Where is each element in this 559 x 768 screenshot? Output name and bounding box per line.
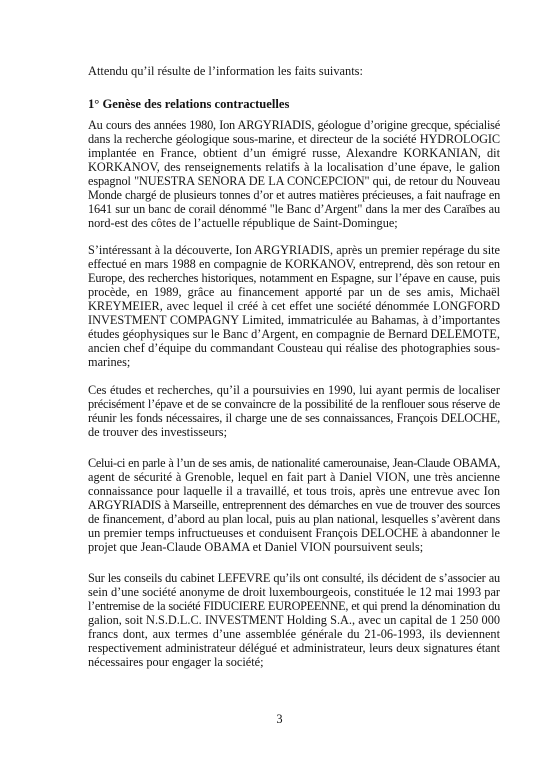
text-line: Ces études et recherches, qu’il a poursuivies en 1990, lui ayant permis de localiser (88, 383, 500, 397)
text-line: études géophysiques sur le Banc d’Argent, en compagnie de Bernard DELEMOTE, (88, 327, 500, 341)
text-line: INVESTMENT COMPAGNY Limited, immatriculée au Bahamas, à d’importantes (88, 313, 500, 327)
text-line: respectivement administrateur délégué et administrateur, leurs deux signatures étant (88, 641, 500, 655)
text-line: Celui-ci en parle à l’un de ses amis, de nationalité camerounaise, Jean-Claude OBAMA, (88, 456, 500, 470)
paragraph-5 (88, 571, 500, 669)
text-line: nord-est des côtes de l’actuelle république de Saint-Domingue; (88, 216, 398, 230)
text-line: de financement, d’abord au plan local, puis au plan national, lesquelles s’avèrent dans (88, 512, 500, 526)
text-line: marines; (88, 355, 131, 369)
text-line: de trouver des investisseurs; (88, 425, 227, 439)
text-line: connaissance pour laquelle il a travaillé, et tous trois, après une entrevue avec Ion (88, 484, 500, 498)
paragraph-4 (88, 456, 500, 554)
text-line: procède, en 1989, grâce au financement apporté par un de ses amis, Michaël (88, 285, 500, 299)
text-line: francs dont, aux termes d’une assemblée générale du 21-06-1993, ils deviennent (88, 627, 500, 641)
text-line: sein d’une société anonyme de droit luxembourgeois, constituée le 12 mai 1993 par (88, 585, 500, 599)
paragraph-1 (88, 118, 500, 230)
text-line: projet que Jean-Claude OBAMA et Daniel VION poursuivent seuls; (88, 540, 424, 554)
text-line: KREYMEIER, avec lequel il créé à cet effet une société dénommée LONGFORD (88, 299, 500, 313)
text-line: 1641 sur un banc de corail dénommé "le Banc d’Argent" dans la mer des Caraïbes au (88, 202, 500, 216)
text-line: Sur les conseils du cabinet LEFEVRE qu’ils ont consulté, ils décident de s’associer au (88, 571, 500, 585)
paragraph-3 (88, 383, 500, 439)
text-line: effectué en mars 1988 en compagnie de KORKANOV, entreprend, dès son retour en (88, 257, 500, 271)
intro-line: Attendu qu’il résulte de l’information les faits suivants: (88, 64, 363, 78)
text-line: Europe, des recherches historiques, notamment en Espagne, sur l’épave en cause, puis (88, 271, 500, 285)
text-line: précisément l’épave et de se convaincre de la possibilité de la renflouer sous réserve de (88, 397, 500, 411)
text-line: Au cours des années 1980, Ion ARGYRIADIS, géologue d’origine grecque, spécialisé (88, 118, 500, 132)
text-line: implantée en France, obtient d’un émigré russe, Alexandre KORKANIAN, dit (88, 146, 500, 160)
paragraph-2 (88, 243, 500, 369)
text-line: KORKANOV, des renseignements relatifs à la localisation d’une épave, le galion (88, 160, 500, 174)
text-line: agent de sécurité à Grenoble, lequel en fait part à Daniel VION, une très ancienne (88, 470, 500, 484)
text-line: ARGYRIADIS à Marseille, entreprennent des démarches en vue de trouver des sources (88, 498, 500, 512)
text-line: réunir les fonds nécessaires, il charge une de ses connaissances, François DELOCHE, (88, 411, 500, 425)
text-line: dans la recherche géologique sous-marine, et directeur de la société HYDROLOGIC (88, 132, 500, 146)
text-line: un premier temps infructueuses et conduisent François DELOCHE à abandonner le (88, 526, 500, 540)
text-line: nécessaires pour engager la société; (88, 655, 264, 669)
text-line: S’intéressant à la découverte, Ion ARGYRIADIS, après un premier repérage du site (88, 243, 500, 257)
text-line: galion, soit N.S.D.L.C. INVESTMENT Holding S.A., avec un capital de 1 250 000 (88, 613, 500, 627)
text-line: l’entremise de la société FIDUCIERE EUROPEENNE, et qui prend la dénomination du (88, 599, 500, 613)
page-number: 3 (276, 712, 283, 726)
text-line: espagnol "NUESTRA SENORA DE LA CONCEPCION" qui, de retour du Nouveau (88, 174, 500, 188)
text-line: Monde chargé de plusieurs tonnes d’or et autres matières précieuses, a fait naufrage en (88, 188, 500, 202)
text-line: ancien chef d’équipe du commandant Cousteau qui réalise des photographies sous- (88, 341, 500, 355)
section-heading: 1° Genèse des relations contractuelles (88, 97, 290, 111)
